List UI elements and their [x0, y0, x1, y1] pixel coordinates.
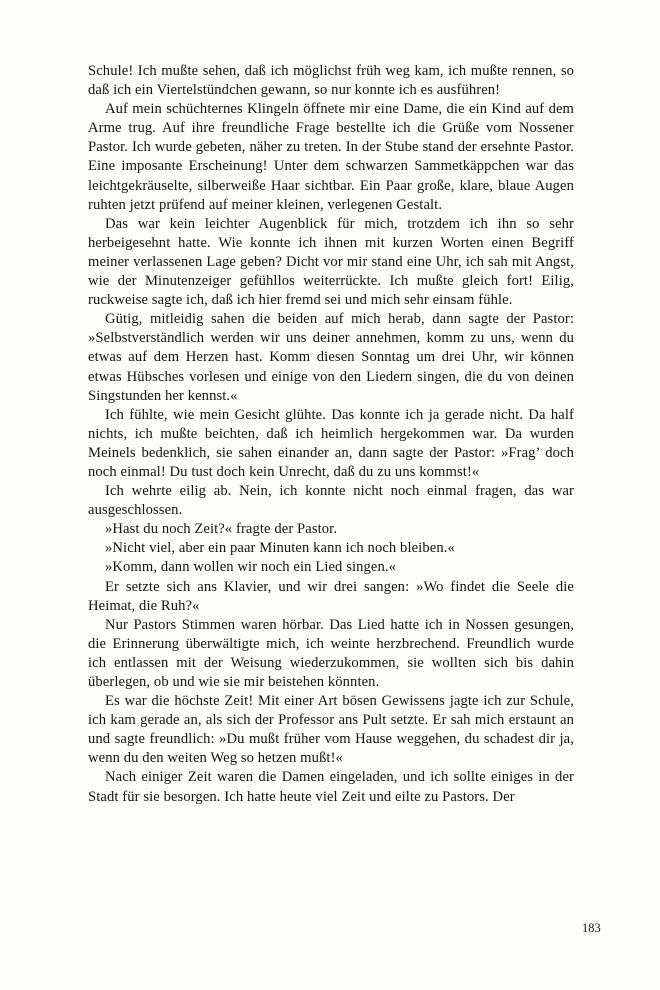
paragraph: Nach einiger Zeit waren die Damen eingeladen, und ich sollte einiges in der Stadt für sie besorgen. Ich hatte heute viel Zeit und eilte zu Pastors. Der: [88, 769, 574, 805]
paragraph: Das war kein leichter Augenblick für mich, trotzdem ich ihn so sehr herbeigesehnt hatte. Wie konnte ich ihnen mit kurzen Worten einen Begriff meiner verlassenen Lage geben? Dicht vor mir stand eine Uhr, ich sah mit Angst, wie der Minutenzeiger gefühllos weiterrückte. Ich mußte gleich fort! Eilig, ruckweise sagte ich, daß ich hier fremd sei und mich sehr einsam fühle.: [88, 215, 574, 309]
paragraph: »Hast du noch Zeit?« fragte der Pastor.: [105, 521, 338, 538]
paragraph: Schule! Ich mußte sehen, daß ich möglichst früh weg kam, ich mußte rennen, so daß ich ein Viertelstündchen gewann, so nur konnte ich es ausführen!: [88, 63, 574, 99]
paragraph: Nur Pastors Stimmen waren hörbar. Das Lied hatte ich in Nossen gesungen, die Erinnerung überwältigte mich, ich weinte herzbrechend. Freundlich wurde ich entlassen mit der Weisung wiederzukommen, sie wollten sich bis dahin überlegen, ob und wie sie mir beistehen könnten.: [88, 616, 574, 690]
paragraph: Er setzte sich ans Klavier, und wir drei sangen: »Wo findet die Seele die Heimat, die Ruh?«: [88, 578, 574, 614]
paragraph: »Nicht viel, aber ein paar Minuten kann ich noch bleiben.«: [105, 540, 455, 557]
paragraph: Auf mein schüchternes Klingeln öffnete mir eine Dame, die ein Kind auf dem Arme trug. Auf ihre freundliche Frage bestellte ich die Grüße vom Nossener Pastor. Ich wurde gebeten, näher zu treten. In der Stube stand der ersehnte Pastor. Eine imposante Erscheinung! Unter dem schwarzen Sammetkäppchen war das leichtgekräuselte, silberweiße Haar sichtbar. Ein Paar große, klare, blaue Augen ruhten jetzt prüfend auf meiner kleinen, verlegenen Gestalt.: [88, 101, 574, 213]
paragraph: »Komm, dann wollen wir noch ein Lied singen.«: [105, 559, 397, 576]
page-number: 183: [582, 921, 601, 935]
paragraph: Ich wehrte eilig ab. Nein, ich konnte nicht noch einmal fragen, das war ausgeschlossen.: [88, 483, 574, 519]
paragraph: Gütig, mitleidig sahen die beiden auf mich herab, dann sagte der Pastor: »Selbstverständlich werden wir uns deiner annehmen, komm zu uns, wenn du etwas auf dem Herzen hast. Komm diesen Sonntag um drei Uhr, wir können etwas Hübsches vorlesen und einige von den Liedern singen, die du von deinen Singstunden her kennst.«: [88, 311, 574, 404]
paragraph: Ich fühlte, wie mein Gesicht glühte. Das konnte ich ja gerade nicht. Da half nichts, ich mußte beichten, daß ich heimlich hergekommen war. Da wurden Meinels bedenklich, sie sahen einander an, dann sagte der Pastor: »Frag’ doch noch einmal! Du tust doch kein Unrecht, daß du zu uns kommst!«: [88, 406, 574, 480]
paragraph: Es war die höchste Zeit! Mit einer Art bösen Gewissens jagte ich zur Schule, ich kam gerade an, als sich der Professor ans Pult setzte. Er sah mich erstaunt an und sagte freundlich: »Du mußt früher vom Hause weggehen, du schadest dir ja, wenn du den weiten Weg so hetzen mußt!«: [88, 693, 574, 767]
text-block: [88, 62, 574, 807]
